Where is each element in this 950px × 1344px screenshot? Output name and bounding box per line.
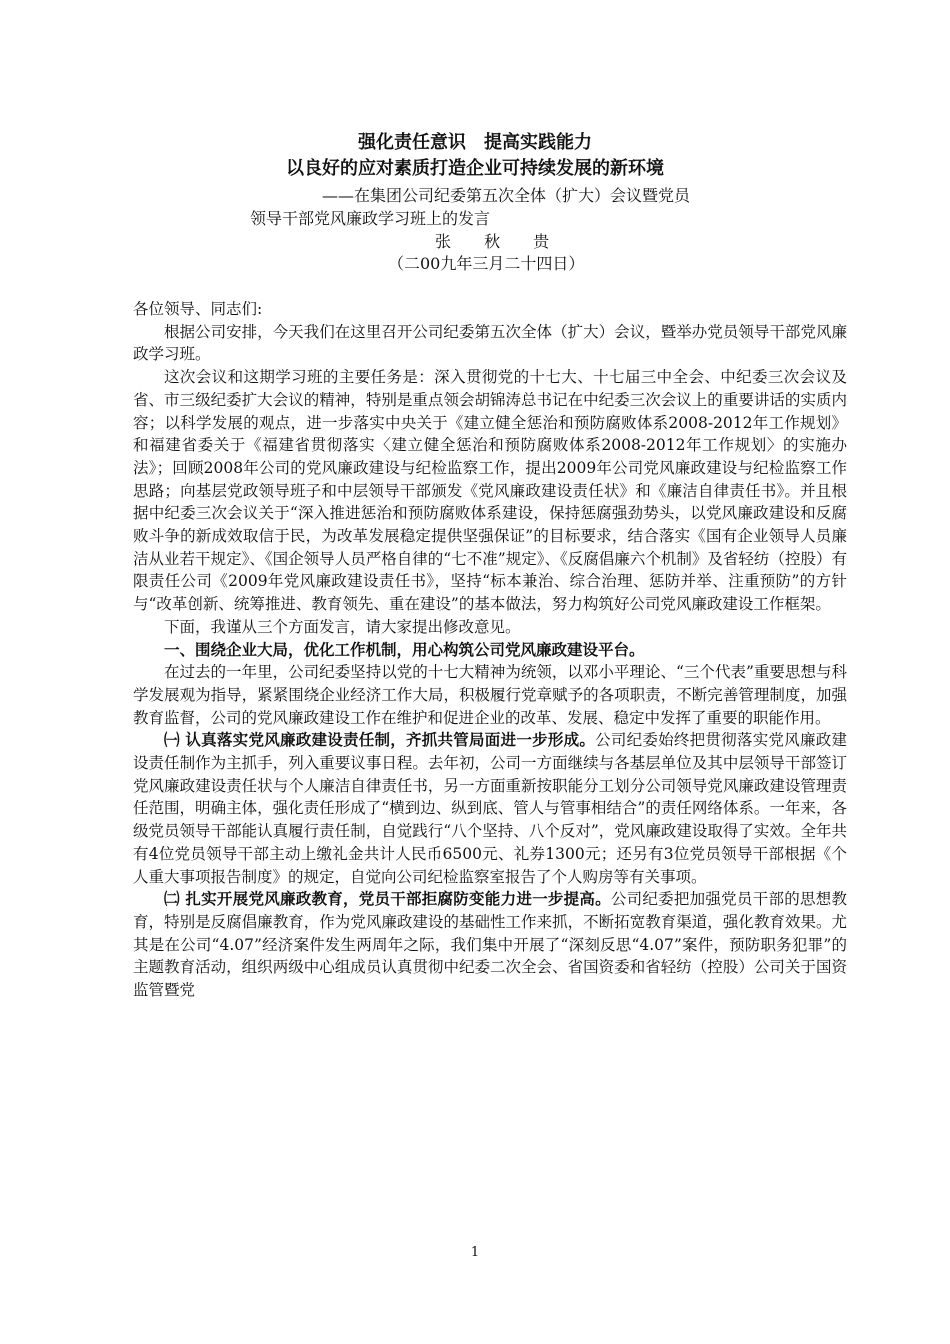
paragraph-4: 在过去的一年里，公司纪委坚持以党的十七大精神为统领，以邓小平理论、“三个代表”重要思想与科学发展观为指导，紧紧围绕企业经济工作大局，积极履行党章赋予的各项职责，不断完善管理制度，加强教育监督，公司的党风廉政建设工作在维护和促进企业的改革、发展、稳定中发挥了重要的职能作用。 — [133, 663, 847, 727]
subtitle-line-2: 领导干部党风廉政学习班上的发言 — [250, 209, 491, 228]
paragraph-3: 下面，我谨从三个方面发言，请大家提出修改意见。 — [164, 617, 521, 636]
date: （二00九年三月二十四日） — [388, 254, 585, 273]
paragraph-6-text: 公司纪委把加强党员干部的思想教育，特别是反腐倡廉教育，作为党风廉政建设的基础性工作来抓，不断拓宽教育渠道，强化教育效果。尤其是在公司“4.07”经济案件发生两周年之际，我们集中开展了“深刻反思“4.07”案件，预防职务犯罪”的主题教育活动，组织两级中心组成员认真贯彻中纪委二次全会、省国资委和省轻纺（控股）公司关于国资监管暨党 — [133, 890, 847, 1000]
title-line-2: 以良好的应对素质打造企业可持续发展的新环境 — [286, 158, 664, 179]
title-line-1: 强化责任意识 提高实践能力 — [358, 132, 592, 153]
section-heading-1: 一、围绕企业大局，优化工作机制，用心构筑公司党风廉政建设平台。 — [164, 640, 645, 659]
paragraph-2: 这次会议和这期学习班的主要任务是：深入贯彻党的十七大、十七届三中全会、中纪委三次会议及省、市三级纪委扩大会议的精神，特别是重点领会胡锦涛总书记在中纪委三次会议上的重要讲话的实质内容；以科学发展的观点，进一步落实中央关于《建立健全惩治和预防腐败体系2008-2012年工作规划》和福建省委关于《福建省贯彻落实〈建立健全惩治和预防腐败体系2008-2012年工作规划〉的实施办法》；回顾2008年公司的党风廉政建设与纪检监察工作，提出2009年公司党风廉政建设与纪检监察工作思路；向基层党政领导班子和中层领导干部颁发《党风廉政建设责任状》和《廉洁自律责任书》。并且根据中纪委三次会议关于“深入推进惩治和预防腐败体系建设，保持惩腐强劲势头，以党风廉政建设和反腐败斗争的新成效取信于民，为改革发展稳定提供坚强保证”的目标要求，结合落实《国有企业领导人员廉洁从业若干规定》、《国企领导人员严格自律的“七不准”规定》、《反腐倡廉六个机制》及省轻纺（控股）有限责任公司《2009年党风廉政建设责任书》，坚持“标本兼治、综合治理、惩防并举、注重预防”的方针与“改革创新、统筹推进、教育领先、重在建设”的基本做法，努力构筑好公司党风廉政建设工作框架。 — [133, 368, 847, 614]
paragraph-5 — [133, 729, 847, 888]
page-number: 1 — [470, 1245, 480, 1260]
paragraph-5-text: 公司纪委始终把贯彻落实党风廉政建设责任制作为主抓手，列入重要议事日程。去年初，公司一方面继续与各基层单位及其中层领导干部签订党风廉政建设责任状与个人廉洁自律责任书，另一方面重新按职能分工划分公司领导党风廉政建设管理责任范围，明确主体，强化责任形成了“横到边、纵到底、管人与管事相结合”的责任网络体系。一年来，各级党员领导干部能认真履行责任制，自觉践行“八个坚持、八个反对”，党风廉政建设取得了实效。全年共有4位党员领导干部主动上缴礼金共计人民币6500元、礼券1300元；还另有3位党员领导干部根据《个人重大事项报告制度》的规定，自觉向公司纪检监察室报告了个人购房等有关事项。 — [133, 731, 847, 886]
subsection-heading-2: ㈡ 扎实开展党风廉政教育，党员干部拒腐防变能力进一步提高。 — [164, 890, 611, 909]
paragraph-1: 根据公司安排，今天我们在这里召开公司纪委第五次全体（扩大）会议，暨举办党员领导干部党风廉政学习班。 — [133, 322, 847, 364]
paragraph-6 — [133, 888, 847, 1002]
salutation: 各位领导、同志们: — [133, 300, 263, 318]
document-body — [133, 298, 847, 1002]
author: 张 秋 贵 — [435, 232, 564, 251]
subtitle-line-1: ——在集团公司纪委第五次全体（扩大）会议暨党员 — [322, 186, 691, 205]
subsection-heading-1: ㈠ 认真落实党风廉政建设责任制，齐抓共管局面进一步形成。 — [164, 731, 596, 750]
